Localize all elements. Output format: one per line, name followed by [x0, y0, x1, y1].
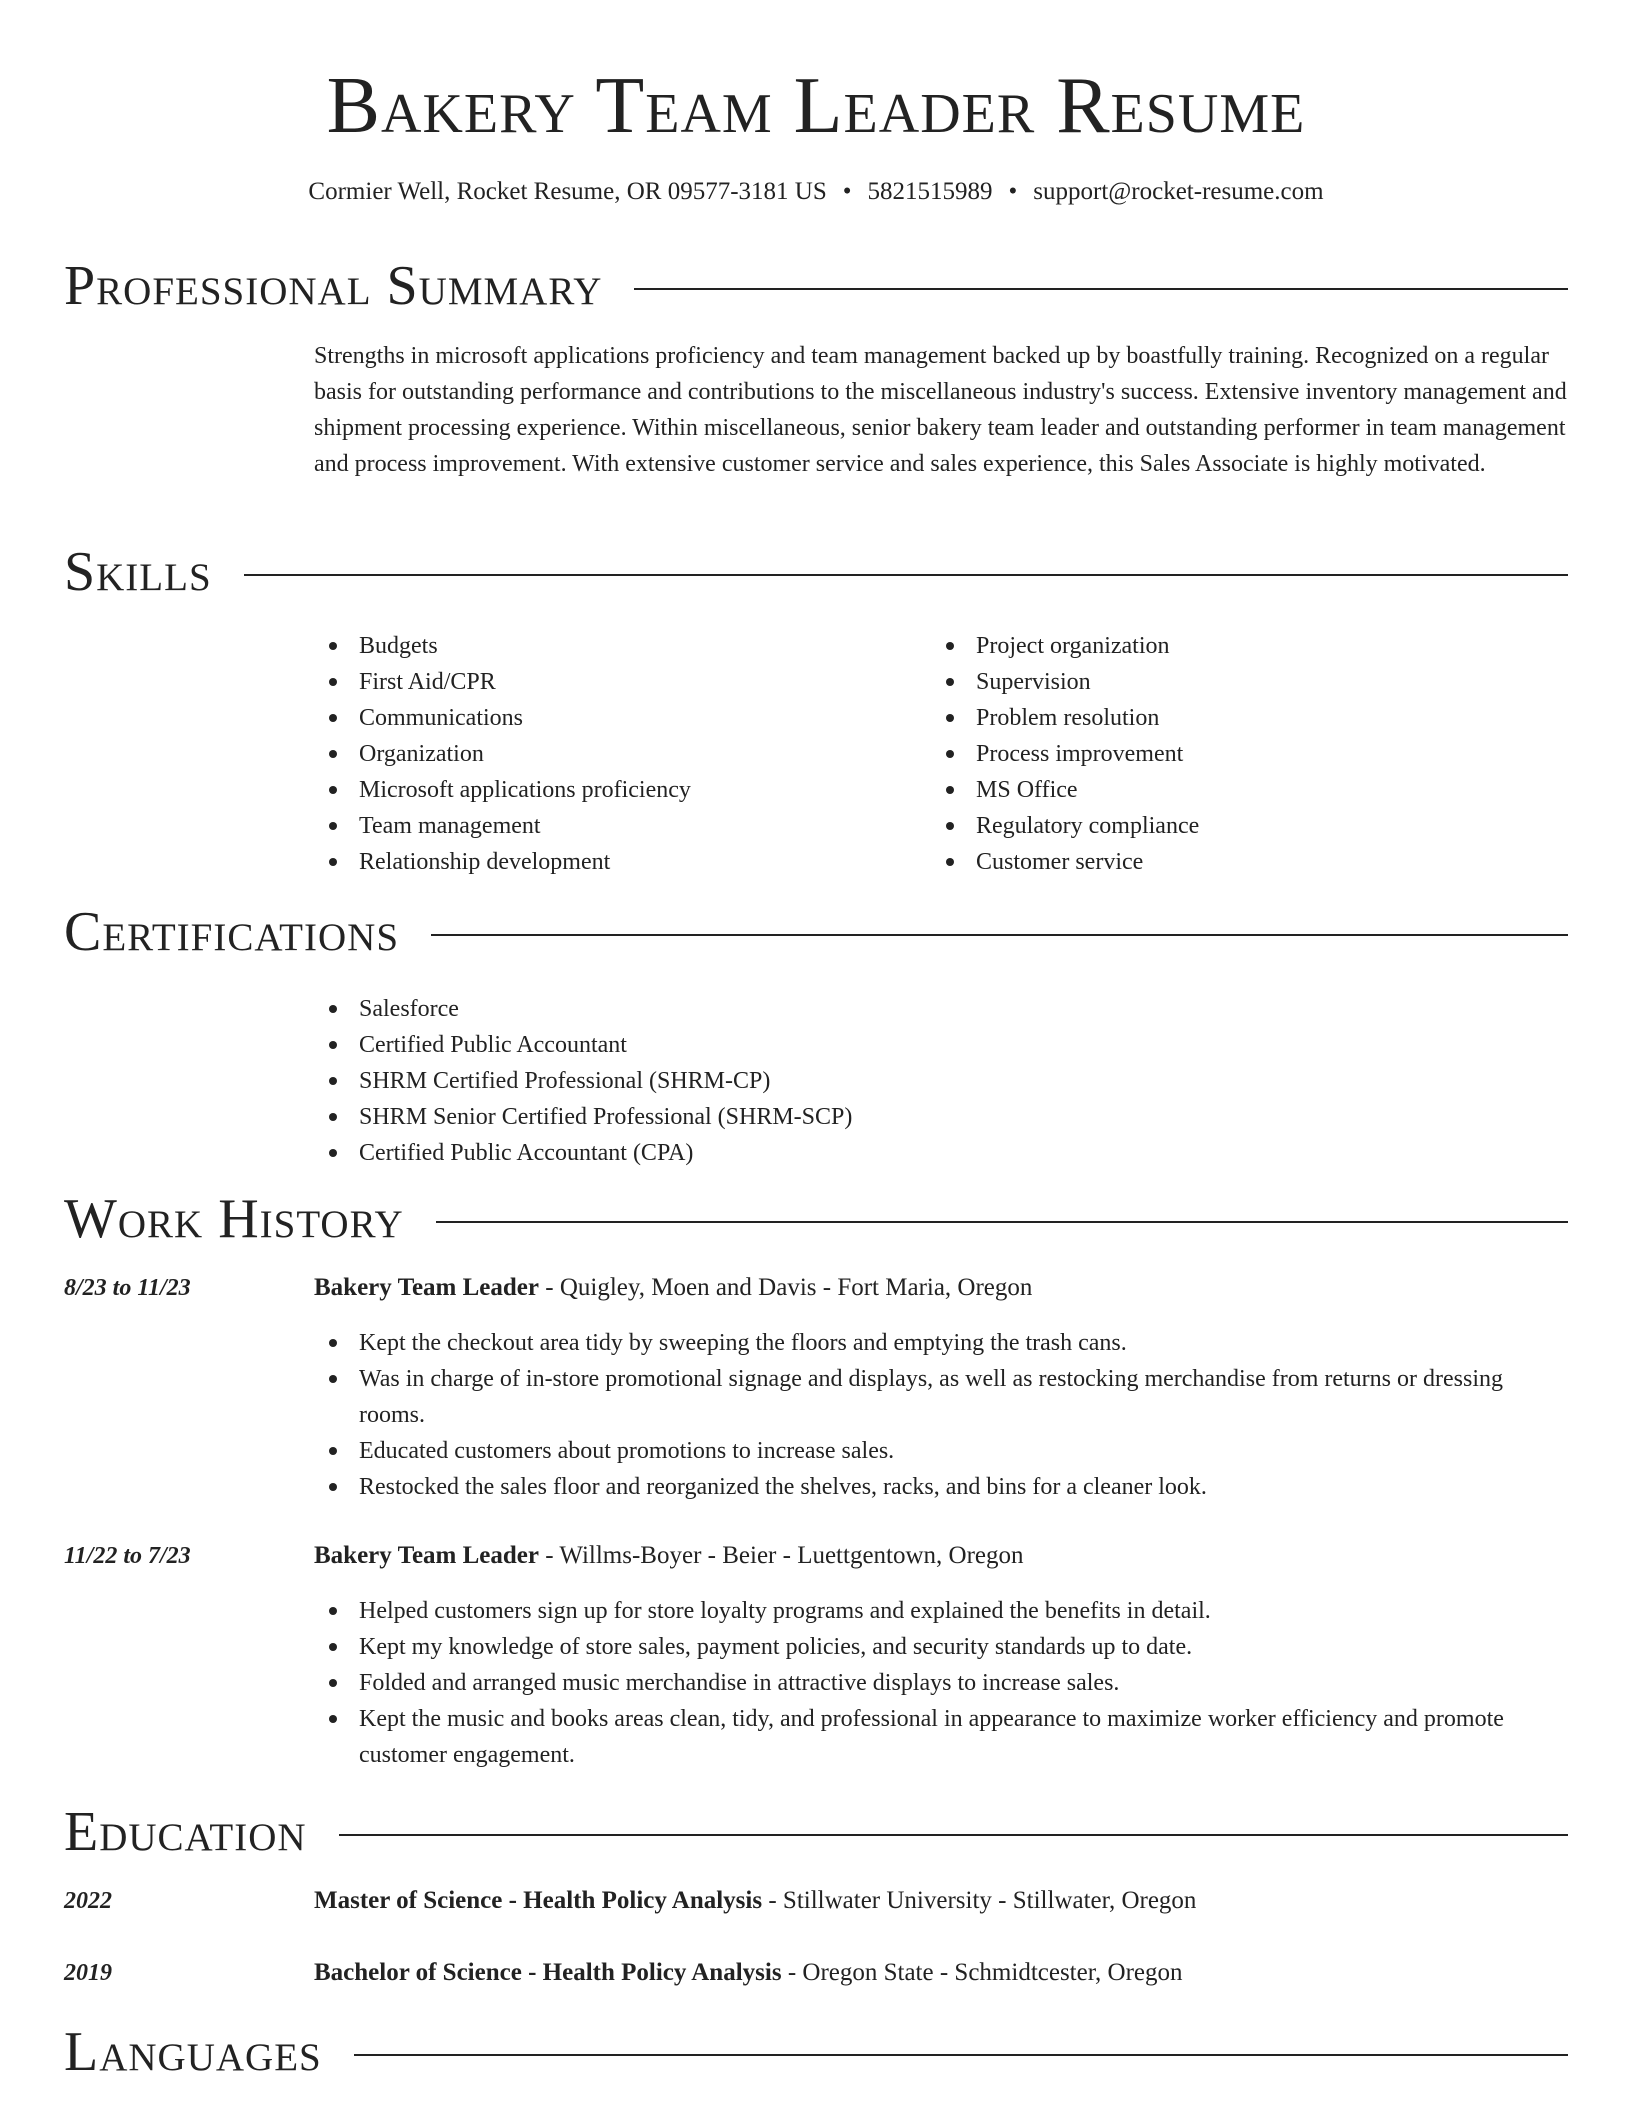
bullet-icon — [329, 750, 337, 758]
skill-label: Supervision — [976, 669, 1091, 695]
section-title: Certifications — [64, 901, 400, 963]
section-title: Skills — [64, 541, 212, 603]
bullet-icon — [329, 1113, 337, 1121]
skill-label: Microsoft applications proficiency — [359, 777, 691, 803]
skill-item — [314, 736, 914, 772]
skill-item — [931, 736, 1531, 772]
degree-title: Bachelor of Science - Health Policy Analysis — [314, 1959, 782, 1986]
job-duty-text: Folded and arranged music merchandise in attractive displays to increase sales. — [359, 1670, 1120, 1696]
skill-label: Regulatory compliance — [976, 813, 1200, 839]
skill-label: Budgets — [359, 633, 438, 659]
skill-item — [931, 628, 1531, 664]
bullet-icon — [329, 1375, 337, 1383]
education-year: 2019 — [64, 1960, 112, 1986]
skill-item — [314, 664, 914, 700]
section-divider — [339, 1834, 1568, 1836]
bullet-icon — [329, 1149, 337, 1157]
contact-phone: 5821515989 — [867, 178, 993, 205]
bullet-icon — [946, 678, 954, 686]
skill-label: Customer service — [976, 849, 1144, 875]
certification-label: SHRM Certified Professional (SHRM-CP) — [359, 1068, 771, 1094]
bullet-icon — [329, 714, 337, 722]
contact-separator: • — [1008, 178, 1018, 205]
contact-email[interactable]: support@rocket-resume.com — [1033, 178, 1324, 205]
job-duty-text: Kept the checkout area tidy by sweeping the floors and emptying the trash cans. — [359, 1330, 1127, 1356]
bullet-icon — [329, 1041, 337, 1049]
skill-item — [931, 772, 1531, 808]
skill-label: MS Office — [976, 777, 1078, 803]
job-title: Bakery Team Leader — [314, 1542, 539, 1569]
skill-label: Process improvement — [976, 741, 1184, 767]
job-duty — [314, 1433, 1568, 1469]
job-duty — [314, 1665, 1568, 1701]
skills-list-left — [314, 628, 914, 880]
bullet-icon — [946, 858, 954, 866]
bullet-icon — [329, 1077, 337, 1085]
bullet-icon — [329, 1447, 337, 1455]
job-heading — [314, 1538, 1568, 1574]
bullet-icon — [946, 642, 954, 650]
bullet-icon — [329, 1005, 337, 1013]
job-duty — [314, 1593, 1568, 1629]
bullet-icon — [329, 1679, 337, 1687]
job-title: Bakery Team Leader — [314, 1274, 539, 1301]
skill-item — [314, 844, 914, 880]
resume-name: Bakery Team Leader Resume — [326, 62, 1306, 150]
skill-item — [314, 628, 914, 664]
bullet-icon — [329, 642, 337, 650]
section-divider — [244, 574, 1568, 576]
job-employer: - Willms-Boyer - Beier - Luettgentown, Oregon — [539, 1542, 1024, 1569]
section-header-summary — [64, 254, 1568, 318]
section-header-work-history — [64, 1187, 1568, 1251]
skill-item — [931, 700, 1531, 736]
bullet-icon — [946, 750, 954, 758]
section-header-skills — [64, 540, 1568, 604]
job-duty — [314, 1361, 1568, 1433]
job-employer: - Quigley, Moen and Davis - Fort Maria, Oregon — [539, 1274, 1033, 1301]
section-title: Education — [64, 1801, 307, 1863]
bullet-icon — [329, 1643, 337, 1651]
contact-address: Cormier Well, Rocket Resume, OR 09577-3181 US — [308, 178, 827, 205]
job-duty-text: Helped customers sign up for store loyalty programs and explained the benefits in detail. — [359, 1598, 1211, 1624]
skill-label: Relationship development — [359, 849, 611, 875]
certification-label: Certified Public Accountant (CPA) — [359, 1140, 694, 1166]
certification-item — [314, 1063, 1314, 1099]
skill-label: Project organization — [976, 633, 1170, 659]
certification-item — [314, 1099, 1314, 1135]
bullet-icon — [329, 1483, 337, 1491]
education-entry — [314, 1955, 1568, 1991]
bullet-icon — [329, 678, 337, 686]
job-duties-list — [314, 1593, 1568, 1773]
bullet-icon — [946, 822, 954, 830]
bullet-icon — [329, 1715, 337, 1723]
skill-label: Communications — [359, 705, 523, 731]
skill-label: First Aid/CPR — [359, 669, 496, 695]
job-duty — [314, 1325, 1568, 1361]
job-duty-text: Was in charge of in-store promotional signage and displays, as well as restocking merchandise from returns or dressing rooms. — [359, 1366, 1503, 1428]
job-duty — [314, 1469, 1568, 1505]
contact-line — [0, 174, 1632, 210]
job-duty — [314, 1701, 1568, 1773]
job-duties-list — [314, 1325, 1568, 1505]
certification-item — [314, 1135, 1314, 1171]
skill-item — [314, 772, 914, 808]
job-duty — [314, 1629, 1568, 1665]
contact-separator: • — [842, 178, 852, 205]
education-year: 2022 — [64, 1888, 112, 1914]
bullet-icon — [329, 1607, 337, 1615]
section-title: Work History — [64, 1188, 404, 1250]
summary-text: Strengths in microsoft applications proficiency and team management backed up by boastfully training. Recognized on a regular basis for outstanding performance and contributions to the miscellaneous industry's success. Extensive inventory management and shipment processing experience. Within miscellaneous, senior bakery team leader and outstanding performer in team management and process improvement. With extensive customer service and sales experience, this Sales Associate is highly motivated. — [314, 343, 1567, 477]
skill-label: Organization — [359, 741, 484, 767]
section-divider — [354, 2054, 1568, 2056]
skill-item — [931, 844, 1531, 880]
certification-label: Salesforce — [359, 996, 459, 1022]
certification-item — [314, 1027, 1314, 1063]
certification-item — [314, 991, 1314, 1027]
bullet-icon — [946, 714, 954, 722]
certifications-list — [314, 991, 1314, 1171]
section-title: Languages — [64, 2021, 322, 2083]
degree-title: Master of Science - Health Policy Analysis — [314, 1887, 763, 1914]
certification-label: Certified Public Accountant — [359, 1032, 627, 1058]
education-entry — [314, 1883, 1568, 1919]
certification-label: SHRM Senior Certified Professional (SHRM-SCP) — [359, 1104, 853, 1130]
school-name: - Stillwater University - Stillwater, Oregon — [762, 1887, 1197, 1914]
bullet-icon — [329, 858, 337, 866]
skills-list-right — [931, 628, 1531, 880]
skill-label: Team management — [359, 813, 541, 839]
skill-item — [314, 808, 914, 844]
section-divider — [634, 288, 1568, 290]
section-header-languages — [64, 2020, 1568, 2084]
skill-item — [931, 808, 1531, 844]
skill-label: Problem resolution — [976, 705, 1160, 731]
job-dates: 11/22 to 7/23 — [64, 1543, 191, 1569]
job-heading — [314, 1270, 1568, 1306]
skill-item — [314, 700, 914, 736]
section-title: Professional Summary — [64, 255, 603, 317]
job-duty-text: Restocked the sales floor and reorganized the shelves, racks, and bins for a cleaner look. — [359, 1474, 1207, 1500]
section-header-education — [64, 1800, 1568, 1864]
skill-item — [931, 664, 1531, 700]
school-name: - Oregon State - Schmidtcester, Oregon — [781, 1959, 1183, 1986]
section-divider — [431, 934, 1568, 936]
bullet-icon — [329, 1339, 337, 1347]
job-duty-text: Kept the music and books areas clean, tidy, and professional in appearance to maximize worker efficiency and promote customer engagement. — [359, 1706, 1504, 1768]
job-dates: 8/23 to 11/23 — [64, 1275, 191, 1301]
bullet-icon — [329, 822, 337, 830]
job-duty-text: Kept my knowledge of store sales, payment policies, and security standards up to date. — [359, 1634, 1193, 1660]
section-divider — [436, 1221, 1568, 1223]
job-duty-text: Educated customers about promotions to increase sales. — [359, 1438, 895, 1464]
bullet-icon — [329, 786, 337, 794]
section-header-certifications — [64, 900, 1568, 964]
bullet-icon — [946, 786, 954, 794]
